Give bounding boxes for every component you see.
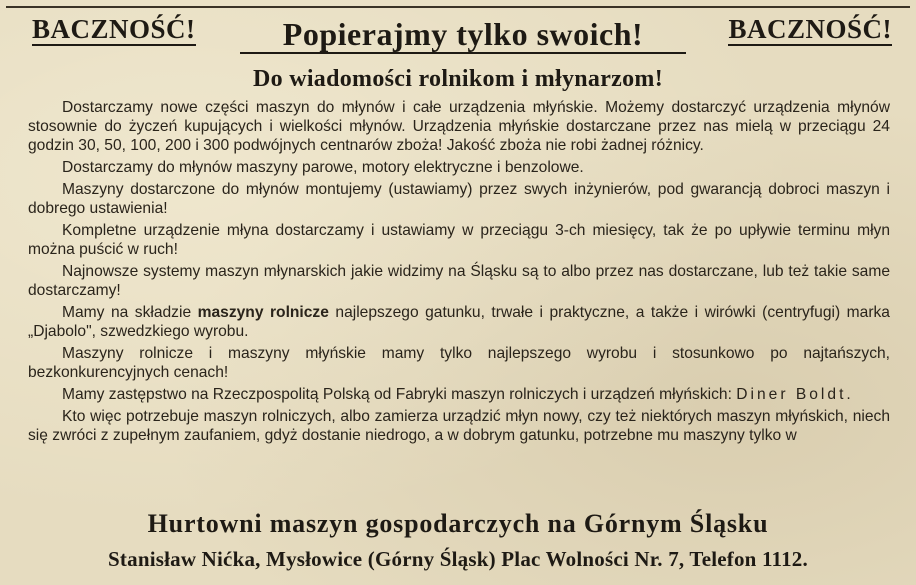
ad-body xyxy=(28,98,890,448)
paragraph-agency xyxy=(28,385,890,404)
paragraph-installation: Maszyny dostarczone do młynów montujemy (ustawiamy) przez swych inżynierów, pod gwarancją dobroci maszyn i dobrego ustawienia! xyxy=(28,181,890,217)
paragraph-prices: Maszyny rolnicze i maszyny młyńskie mamy tylko najlepszego wyrobu i stosunkowo po najtańszych, bezkonkurencyjnych cenach! xyxy=(28,345,890,381)
machines-bold-text: maszyny rolnicze xyxy=(197,304,329,321)
paragraph-machines-in-stock xyxy=(28,303,890,341)
paragraph-mill-parts: Dostarczamy nowe części maszyn do młynów i całe urządzenia młyńskie. Możemy dostarczyć urządzenia młynów stosownie do życzeń kupujących i wielkości młynów. Urządzenia młyńskie dostarczane przez nas mielą w przeciągu 24 godzin 30, 50, 100, 200 i 300 podwójnych centnarów zboża! Jakość zboża nie robi żadnej różnicy. xyxy=(28,99,890,154)
agency-company-name: Diner Boldt. xyxy=(736,386,854,403)
slogan-heading: Popierajmy tylko swoich! xyxy=(240,16,686,54)
attention-left-heading: BACZNOŚĆ! xyxy=(32,14,196,44)
agency-text: Mamy zastępstwo na Rzeczpospolitą Polską od Fabryki maszyn rolniczych i urządzeń młyńskich: xyxy=(62,386,737,403)
machines-text-after: najlepszego gatunku, trwałe i praktyczne, a także i wirówki (centryfugi) marka „Djabolo", szwedzkiego wyrobu. xyxy=(28,304,890,340)
paragraph-newest-systems: Najnowsze systemy maszyn młynarskich jakie widzimy na Śląsku są to albo przez nas dostarczane, lub też takie same dostarczamy! xyxy=(28,263,890,299)
machines-text-before: Mamy na składzie xyxy=(62,304,198,321)
attention-right-heading: BACZNOŚĆ! xyxy=(728,14,892,44)
paragraph-complete-mill: Kompletne urządzenie młyna dostarczamy i ustawiamy w przeciągu 3-ch miesięcy, tak że po upływie terminu młyn można puścić w ruch! xyxy=(28,222,890,258)
paragraph-engines: Dostarczamy do młynów maszyny parowe, motory elektryczne i benzolowe. xyxy=(62,159,584,176)
ad-subtitle: Do wiadomości rolnikom i młynarzom! xyxy=(252,66,664,92)
wholesaler-address: Stanisław Nićka, Mysłowice (Górny Śląsk) Plac Wolności Nr. 7, Telefon 1112. xyxy=(108,547,808,571)
wholesaler-name: Hurtowni maszyn gospodarczych na Górnym Śląsku xyxy=(147,509,769,538)
paragraph-closing: Kto więc potrzebuje maszyn rolniczych, albo zamierza urządzić młyn nowy, czy też niektórych maszyn młyńskich, niech się zwróci z zupełnym zaufaniem, gdyż dostanie niedrogo, a w dobrym gatunku, potrzebne mu maszyny tylko w xyxy=(28,408,890,444)
